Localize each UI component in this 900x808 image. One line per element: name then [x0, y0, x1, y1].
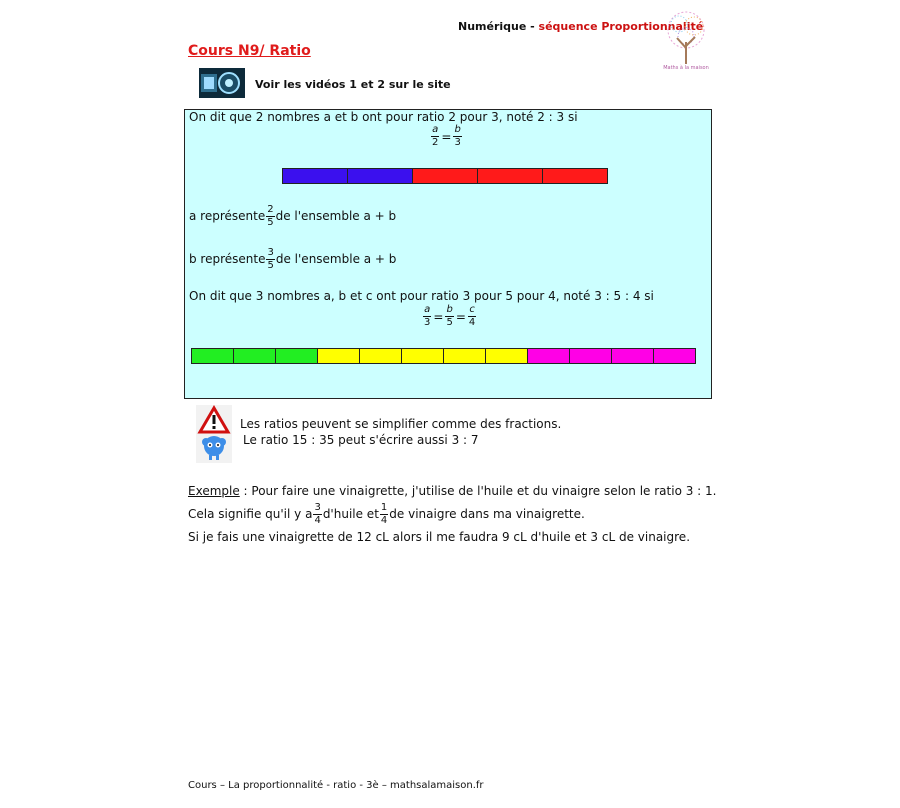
bar-segment	[542, 168, 608, 184]
a-rep-num: 2	[267, 204, 274, 215]
ratio2-formula	[430, 124, 463, 149]
f2-3: 3	[424, 317, 431, 328]
a-rep-post: de l'ensemble a + b	[275, 209, 397, 223]
video-icon[interactable]	[199, 68, 245, 98]
f1-a: a	[432, 124, 439, 135]
bar-segment	[485, 348, 528, 364]
page-footer: Cours – La proportionnalité - ratio - 3è – mathsalamaison.fr	[188, 780, 484, 791]
f-vin-num: 1	[380, 502, 388, 513]
example-line-1-rest: : Pour faire une vinaigrette, j'utilise de l'huile et du vinaigre selon le ratio 3 : 1.	[239, 484, 717, 498]
b-represents	[189, 247, 396, 272]
example-line-1	[188, 481, 717, 502]
warning-mascot-icon	[196, 405, 232, 463]
f2-4: 4	[468, 317, 476, 328]
bar-segment	[347, 168, 413, 184]
example-line-2-mid: d'huile et	[322, 507, 379, 521]
bar-segment	[653, 348, 696, 364]
bar-segment	[477, 168, 543, 184]
f1-2: 2	[432, 137, 439, 148]
f2-eq2: =	[455, 309, 466, 324]
header-prefix: Numérique -	[458, 20, 539, 33]
bar-segment	[233, 348, 276, 364]
bar-segment	[527, 348, 570, 364]
f2-a: a	[424, 304, 431, 315]
bar-segment	[317, 348, 360, 364]
f-vin-den: 4	[380, 515, 388, 526]
f2-5: 5	[446, 317, 453, 328]
simplification-note	[240, 416, 561, 448]
a-represents	[189, 204, 396, 229]
a-rep-den: 5	[267, 217, 274, 228]
ratio2-bar	[282, 168, 608, 184]
f2-c: c	[469, 304, 475, 315]
b-rep-pre: b représente	[189, 252, 266, 266]
bar-segment	[282, 168, 348, 184]
example-label: Exemple	[188, 484, 240, 498]
note-line-1: Les ratios peuvent se simplifier comme des fractions.	[240, 417, 562, 431]
logo-text: Maths à la maison	[663, 65, 709, 71]
logo-tree-icon	[657, 8, 715, 72]
video-link-text[interactable]: Voir les vidéos 1 et 2 sur le site	[255, 78, 451, 91]
example-line-2	[188, 502, 717, 527]
b-rep-post: de l'ensemble a + b	[275, 252, 397, 266]
f1-b: b	[454, 124, 461, 135]
f1-3: 3	[454, 137, 461, 148]
example-section	[188, 481, 717, 548]
f-huile-num: 3	[314, 502, 321, 513]
b-rep-num: 3	[267, 247, 274, 258]
example-line-2-pre: Cela signifie qu'il y a	[188, 507, 313, 521]
ratio2-definition: On dit que 2 nombres a et b ont pour ratio 2 pour 3, noté 2 : 3 si	[189, 110, 578, 124]
bar-segment	[401, 348, 444, 364]
ratio3-bar	[191, 348, 696, 364]
f2-b: b	[446, 304, 453, 315]
example-line-3: Si je fais une vinaigrette de 12 cL alors il me faudra 9 cL d'huile et 3 cL de vinaigre.	[188, 530, 691, 544]
header-sequence: séquence Proportionnalité	[538, 20, 704, 33]
bar-segment	[569, 348, 612, 364]
f1-eq: =	[441, 129, 452, 144]
ratio3-definition: On dit que 3 nombres a, b et c ont pour ratio 3 pour 5 pour 4, noté 3 : 5 : 4 si	[189, 289, 654, 303]
bar-segment	[412, 168, 478, 184]
f2-eq1: =	[433, 309, 444, 324]
page-title: Cours N9/ Ratio	[188, 43, 311, 59]
bar-segment	[359, 348, 402, 364]
bar-segment	[611, 348, 654, 364]
example-line-2-post: de vinaigre dans ma vinaigrette.	[389, 507, 585, 521]
bar-segment	[275, 348, 318, 364]
definition-box	[184, 109, 712, 399]
f-huile-den: 4	[314, 515, 321, 526]
b-rep-den: 5	[267, 260, 274, 271]
bar-segment	[191, 348, 234, 364]
ratio3-formula	[422, 304, 477, 329]
note-line-2: Le ratio 15 : 35 peut s'écrire aussi 3 : 7	[243, 433, 479, 447]
a-rep-pre: a représente	[189, 209, 266, 223]
bar-segment	[443, 348, 486, 364]
